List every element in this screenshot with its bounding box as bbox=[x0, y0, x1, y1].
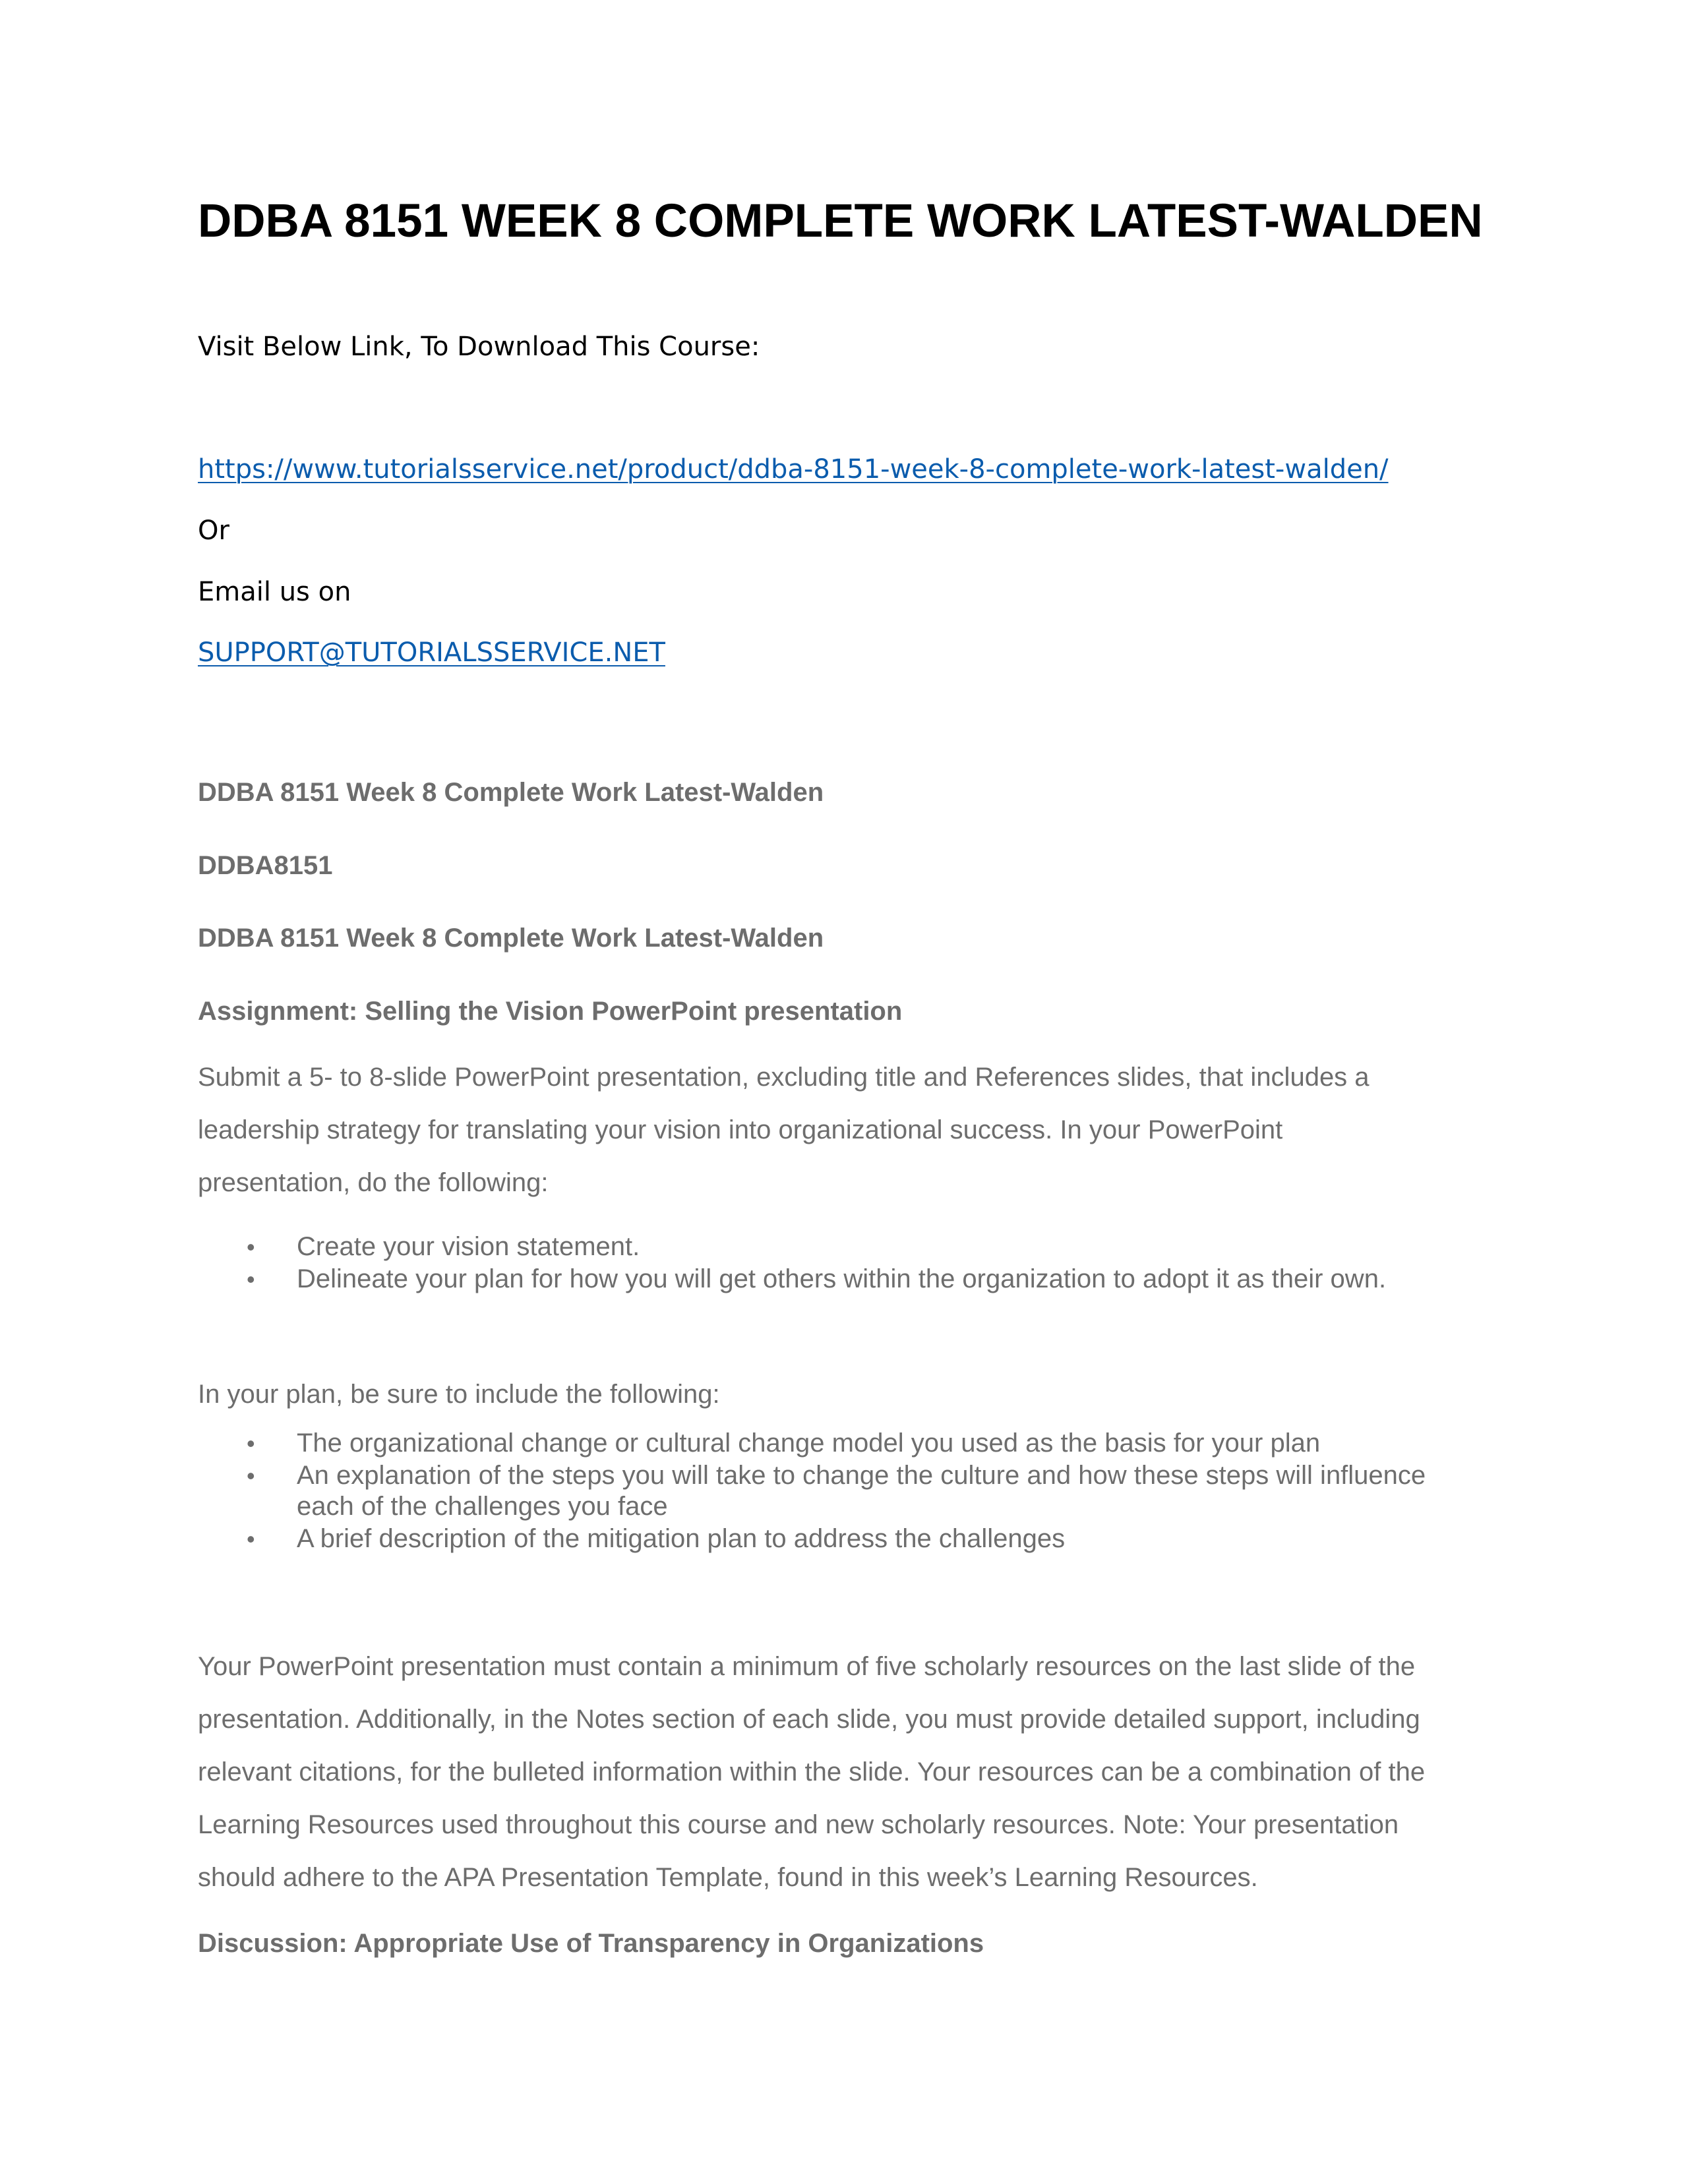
task-bullet-list bbox=[198, 1231, 1503, 1295]
intro-text: Visit Below Link, To Download This Course: bbox=[198, 332, 760, 362]
bullet-icon: • bbox=[247, 1462, 255, 1489]
list-item bbox=[198, 1427, 1503, 1460]
list-item bbox=[198, 1460, 1503, 1523]
assignment-paragraph bbox=[198, 1051, 1503, 1209]
email-prefix-text: Email us on bbox=[198, 577, 351, 607]
product-link[interactable]: https://www.tutorialsservice.net/product/ddba-8151-week-8-complete-work-latest-walden/ bbox=[198, 454, 1389, 485]
list-item bbox=[198, 1231, 1503, 1263]
plan-bullet-list bbox=[198, 1427, 1503, 1555]
assignment-heading: Assignment: Selling the Vision PowerPoint presentation bbox=[198, 997, 903, 1026]
plan-intro-text: In your plan, be sure to include the following: bbox=[198, 1380, 720, 1409]
paragraph-line: Your PowerPoint presentation must contain a minimum of five scholarly resources on the last slide of the bbox=[198, 1652, 1416, 1681]
section-heading: DDBA 8151 Week 8 Complete Work Latest-Walden bbox=[198, 778, 824, 807]
list-item-text-continued: each of the challenges you face bbox=[297, 1492, 668, 1521]
bullet-icon: • bbox=[247, 1525, 255, 1552]
paragraph-line: presentation. Additionally, in the Notes section of each slide, you must provide detailed support, including bbox=[198, 1705, 1420, 1734]
paragraph-line: presentation, do the following: bbox=[198, 1168, 549, 1197]
paragraph-line: Submit a 5- to 8-slide PowerPoint presentation, excluding title and References slides, that includes a bbox=[198, 1063, 1370, 1092]
bullet-icon: • bbox=[247, 1266, 255, 1293]
paragraph-line: Learning Resources used throughout this course and new scholarly resources. Note: Your presentation bbox=[198, 1810, 1399, 1839]
bullet-icon: • bbox=[247, 1430, 255, 1457]
paragraph-line: leadership strategy for translating your vision into organizational success. In your PowerPoint bbox=[198, 1115, 1283, 1144]
course-code: DDBA8151 bbox=[198, 851, 333, 880]
list-item bbox=[198, 1263, 1503, 1295]
paragraph-line: relevant citations, for the bulleted information within the slide. Your resources can be a combination of the bbox=[198, 1757, 1426, 1786]
list-item-text: Delineate your plan for how you will get others within the organization to adopt it as their own. bbox=[297, 1264, 1387, 1293]
list-item bbox=[198, 1523, 1503, 1555]
bullet-icon: • bbox=[247, 1233, 255, 1260]
list-item-text: The organizational change or cultural change model you used as the basis for your plan bbox=[297, 1429, 1321, 1458]
page-title: DDBA 8151 WEEK 8 COMPLETE WORK LATEST-WALDEN bbox=[198, 195, 1483, 247]
list-item-text: Create your vision statement. bbox=[297, 1232, 640, 1261]
paragraph-line: should adhere to the APA Presentation Template, found in this week’s Learning Resources. bbox=[198, 1863, 1258, 1892]
section-heading-repeat: DDBA 8151 Week 8 Complete Work Latest-Walden bbox=[198, 924, 824, 953]
list-item-text: A brief description of the mitigation plan to address the challenges bbox=[297, 1524, 1066, 1553]
support-email-link[interactable]: SUPPORT@TUTORIALSSERVICE.NET bbox=[198, 637, 665, 668]
discussion-heading: Discussion: Appropriate Use of Transparency in Organizations bbox=[198, 1929, 984, 1958]
list-item-text: An explanation of the steps you will take to change the culture and how these steps will influence bbox=[297, 1461, 1426, 1490]
resources-paragraph bbox=[198, 1640, 1503, 1904]
or-text: Or bbox=[198, 516, 229, 546]
